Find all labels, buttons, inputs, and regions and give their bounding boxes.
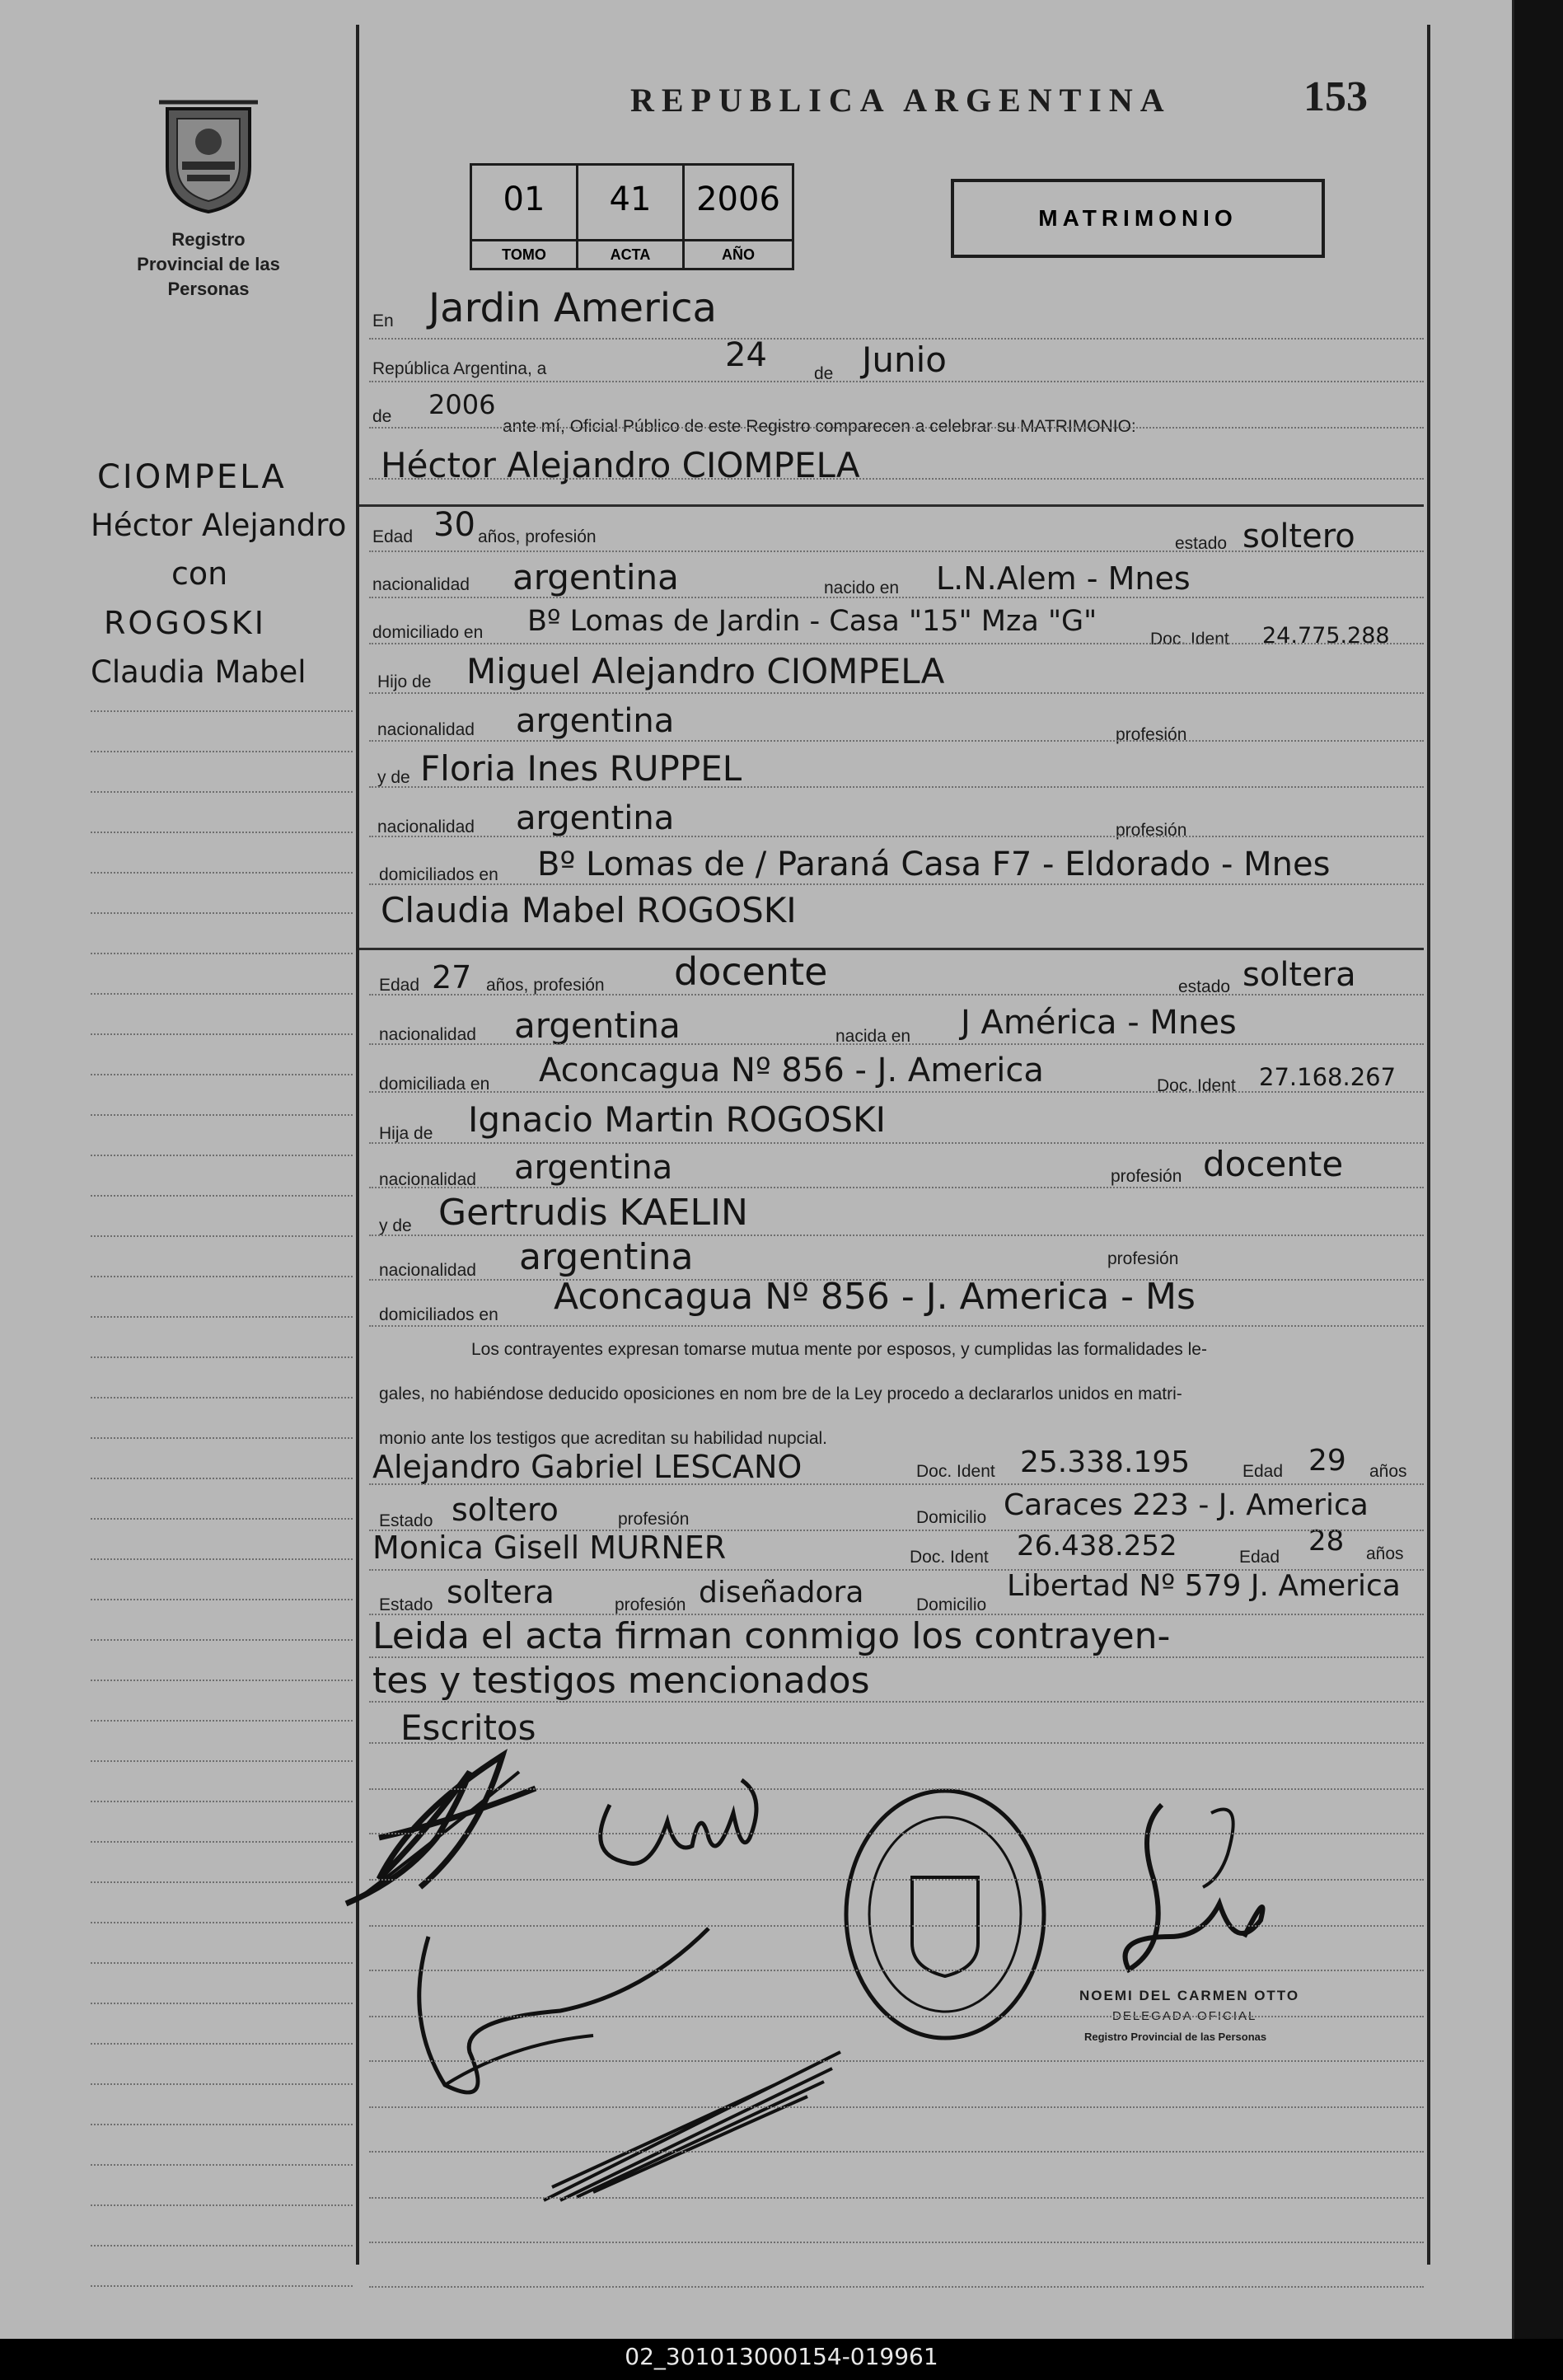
body-ruled-line [369,1742,1424,1744]
margin-con: con [171,555,228,592]
witness1-domicile: Caraces 223 - J. America [1004,1488,1369,1522]
witness1-doc-label: Doc. Ident [916,1462,995,1481]
groom-estado: soltero [1242,518,1355,555]
witness2-edad-label: Edad [1239,1548,1280,1567]
place: Jardin America [428,285,717,331]
rep-label: República Argentina, a [372,359,547,378]
margin-ruled-line [91,2003,353,2004]
en-label: En [372,312,394,330]
closing-line-1: Leida el acta firman conmigo los contrayen- [372,1615,1171,1657]
image-code: 02_301013000154-019961 [625,2343,938,2370]
official-title: DELEGADA OFICIAL [1112,2009,1257,2023]
acta-label: ACTA [578,239,682,268]
witness1-age: 29 [1308,1444,1346,1478]
groom-parents-domicile: Bº Lomas de / Paraná Casa F7 - Eldorado - Mnes [537,846,1331,883]
body-ruled-line [369,1970,1424,1971]
margin-ruled-line [91,1518,353,1520]
witness2-prof-label: profesión [615,1595,686,1614]
margin-ruled-line [91,1558,353,1560]
margin-ruled-line [91,1155,353,1156]
tomo-label: TOMO [472,239,576,268]
groom-birthplace: L.N.Alem - Mnes [936,560,1191,597]
bride-name-rule [359,948,1424,950]
groom-mother: Floria Ines RUPPEL [420,748,742,789]
groom-doc-label: Doc. Ident [1150,630,1229,649]
margin-ruled-line [91,1478,353,1479]
margin-ruled-line [91,710,353,712]
body-ruled-line [369,1091,1424,1093]
witness2-domicile: Libertad Nº 579 J. America [1007,1569,1401,1603]
body-ruled-line [369,2286,1424,2288]
witness1-prof-label: profesión [618,1510,690,1529]
margin-bride-surname: ROGOSKI [104,605,266,641]
margin-ruled-line [91,791,353,793]
bride-father-profession: docente [1203,1144,1344,1184]
groom-age-prof-label: años, profesión [478,527,597,546]
official-registry: Registro Provincial de las Personas [1084,2031,1267,2043]
groom-parents-dom-label: domiciliados en [379,865,498,884]
page-number: 153 [1303,73,1368,120]
witness2-anos-label: años [1366,1544,1404,1563]
bride-nacida-label: nacida en [835,1027,911,1046]
bride-y-de-label: y de [379,1216,412,1235]
groom-name: Héctor Alejandro CIOMPELA [381,445,860,485]
body-ruled-line [369,427,1424,429]
margin-ruled-line [91,1680,353,1681]
body-ruled-line [369,692,1424,694]
margin-ruled-line [91,1114,353,1116]
anio-value: 2006 [696,180,780,218]
body-ruled-line [369,994,1424,996]
margin-ruled-line [91,1033,353,1035]
witness1-dom-label: Domicilio [916,1508,987,1527]
body-ruled-line [369,836,1424,837]
de-month-label: de [814,364,834,383]
body-ruled-line [369,1142,1424,1144]
witness2-name: Monica Gisell MURNER [372,1530,727,1566]
bride-hija-label: Hija de [379,1124,433,1143]
margin-ruled-line [91,912,353,914]
margin-ruled-line [91,1801,353,1802]
declaration-line-3: monio ante los testigos que acreditan su habilidad nupcial. [379,1429,828,1448]
bride-mother-nationality: argentina [519,1236,694,1278]
official-stamp-icon [834,1778,1056,2050]
body-ruled-line [369,2242,1424,2243]
groom-hijo-label: Hijo de [377,672,432,691]
margin-ruled-line [91,953,353,954]
bride-birthplace: J América - Mnes [961,1004,1237,1042]
groom-father: Miguel Alejandro CIOMPELA [466,651,945,691]
body-ruled-line [369,597,1424,598]
closing-line-3: Escritos [400,1708,536,1748]
body-ruled-line [369,1925,1424,1927]
witness2-dom-label: Domicilio [916,1595,987,1614]
acta-cell [578,166,685,268]
groom-father-prof-label: profesión [1116,725,1187,744]
margin-ruled-line [91,832,353,833]
body-ruled-line [369,2060,1424,2062]
tomo-value: 01 [503,180,545,218]
bride-age-label: Edad [379,976,420,995]
witness2-doc: 26.438.252 [1017,1530,1177,1562]
body-ruled-line [369,1235,1424,1236]
margin-ruled-line [91,1760,353,1762]
declaration-line-1: Los contrayentes expresan tomarse mutua mente por esposos, y cumplidas las formalidades le- [471,1340,1207,1359]
tomo-acta-anio-box [470,163,794,270]
body-ruled-line [369,883,1424,885]
groom-father-nationality: argentina [516,702,675,740]
registry-seal [130,92,287,302]
body-ruled-line [369,1879,1424,1881]
margin-ruled-line [91,2043,353,2045]
margin-ruled-line [91,1922,353,1923]
bride-doc-label: Doc. Ident [1157,1076,1236,1095]
body-ruled-line [369,381,1424,382]
witness2-age: 28 [1308,1525,1345,1558]
body-ruled-line [369,1701,1424,1703]
anio-label: AÑO [685,239,792,268]
witness2-estado-label: Estado [379,1595,433,1614]
groom-mother-nationality: argentina [516,799,675,837]
groom-nationality: argentina [512,557,679,597]
official-name: NOEMI DEL CARMEN OTTO [1079,1988,1300,2003]
margin-ruled-line [91,1356,353,1358]
bride-name: Claudia Mabel ROGOSKI [381,890,797,930]
bride-mother-nac-label: nacionalidad [379,1261,476,1280]
margin-ruled-line [91,1881,353,1883]
body-ruled-line [369,1656,1424,1658]
margin-ruled-line [91,1316,353,1318]
body-ruled-line [369,1569,1424,1571]
margin-ruled-line [91,1276,353,1277]
margin-ruled-line [91,1235,353,1237]
body-ruled-line [369,1483,1424,1485]
witness1-anos-label: años [1369,1462,1407,1481]
intro-text: ante mí, Oficial Público de este Registro comparecen a celebrar su MATRIMONIO: [503,417,1136,436]
right-rule [1427,25,1430,2265]
witness1-edad-label: Edad [1242,1462,1284,1481]
witness1-estado: soltero [452,1492,559,1528]
margin-rule [356,25,359,2265]
margin-ruled-line [91,1841,353,1843]
groom-nacido-label: nacido en [824,579,900,597]
bride-estado: soltera [1242,956,1356,994]
margin-ruled-line [91,2245,353,2246]
body-ruled-line [369,740,1424,742]
groom-dom-label: domiciliado en [372,623,484,642]
bride-parents-domicile: Aconcagua Nº 856 - J. America - Ms [554,1276,1196,1318]
margin-ruled-line [91,993,353,995]
witness1-name: Alejandro Gabriel LESCANO [372,1449,803,1485]
margin-ruled-line [91,2124,353,2125]
margin-ruled-line [91,1720,353,1722]
body-ruled-line [369,1614,1424,1615]
groom-age: 30 [433,506,475,544]
bride-mother-prof-label: profesión [1107,1249,1179,1268]
bride-father-prof-label: profesión [1111,1167,1182,1186]
bride-mother: Gertrudis KAELIN [438,1192,748,1234]
groom-doc: 24.775.288 [1262,623,1390,649]
margin-ruled-line [91,1599,353,1600]
witness2-profession: diseñadora [699,1576,864,1609]
margin-ruled-line [91,872,353,874]
margin-ruled-line [91,1962,353,1964]
groom-estado-label: estado [1175,534,1228,553]
bride-nac-label: nacionalidad [379,1025,476,1044]
body-ruled-line [369,1788,1424,1790]
coat-of-arms-icon [151,92,266,216]
body-ruled-line [369,550,1424,552]
bride-age: 27 [432,959,472,996]
bride-age-prof-label: años, profesión [486,976,605,995]
anio-cell [685,166,792,268]
bride-dom-label: domiciliada en [379,1075,490,1094]
bride-father-nac-label: nacionalidad [379,1170,476,1189]
margin-surname: CIOMPELA [97,458,287,496]
margin-ruled-line [91,1437,353,1439]
bride-signature [577,1755,783,1895]
body-ruled-line [369,1043,1424,1045]
bride-parents-dom-label: domiciliados en [379,1305,498,1324]
body-ruled-line [369,1187,1424,1188]
margin-groom-name: Héctor Alejandro [91,508,347,543]
body-ruled-line [369,1325,1424,1327]
bride-father-nationality: argentina [514,1149,673,1187]
year: 2006 [428,389,496,420]
body-ruled-line [369,478,1424,480]
witness2-signature [527,2036,873,2217]
body-ruled-line [369,2106,1424,2108]
margin-ruled-line [91,1195,353,1197]
groom-father-nac-label: nacionalidad [377,720,475,739]
de-year-label: de [372,407,392,426]
tomo-cell [472,166,578,268]
registry-name: Registro Provincial de las Personas [137,229,280,299]
body-ruled-line [369,786,1424,788]
groom-nac-label: nacionalidad [372,575,470,594]
margin-bride-name: Claudia Mabel [91,654,307,690]
day: 24 [725,336,767,374]
witness2-estado: soltera [447,1574,555,1610]
margin-ruled-line [91,1397,353,1398]
groom-domicile: Bº Lomas de Jardin - Casa "15" Mza "G" [527,605,1097,638]
acta-value: 41 [609,180,652,218]
groom-name-rule [359,504,1424,507]
groom-signature [330,1739,569,1920]
groom-mother-nac-label: nacionalidad [377,818,475,836]
groom-mother-prof-label: profesión [1116,821,1187,840]
bride-doc: 27.168.267 [1259,1063,1397,1091]
margin-ruled-line [91,751,353,752]
witness1-doc: 25.338.195 [1020,1445,1191,1479]
bride-father: Ignacio Martin ROGOSKI [468,1099,886,1140]
act-type-box: MATRIMONIO [951,179,1325,258]
body-ruled-line [369,643,1424,644]
margin-ruled-line [91,2285,353,2287]
groom-age-label: Edad [372,527,414,546]
witness2-doc-label: Doc. Ident [910,1548,989,1567]
body-ruled-line [369,338,1424,340]
margin-ruled-line [91,1074,353,1075]
declaration-line-2: gales, no habiéndose deducido oposiciones en nom bre de la Ley procedo a declararlos unidos en matri- [379,1384,1182,1403]
month: Junio [862,340,947,380]
country-title: REPUBLICA ARGENTINA [630,82,1172,119]
witness1-estado-label: Estado [379,1511,433,1530]
bride-profession: docente [674,949,828,994]
body-ruled-line [369,2151,1424,2153]
bride-domicile: Aconcagua Nº 856 - J. America [539,1052,1044,1089]
body-ruled-line [369,2016,1424,2017]
bride-estado-label: estado [1178,977,1231,996]
margin-ruled-line [91,2164,353,2166]
margin-ruled-line [91,2083,353,2085]
body-ruled-line [369,1530,1424,1531]
body-ruled-line [369,1279,1424,1281]
closing-line-2: tes y testigos mencionados [372,1660,870,1702]
official-signature [1079,1780,1285,1994]
body-ruled-line [369,2197,1424,2199]
body-ruled-line [369,1833,1424,1834]
margin-ruled-line [91,1639,353,1641]
groom-y-de-label: y de [377,768,410,787]
margin-ruled-line [91,2204,353,2206]
bride-nationality: argentina [514,1005,681,1046]
